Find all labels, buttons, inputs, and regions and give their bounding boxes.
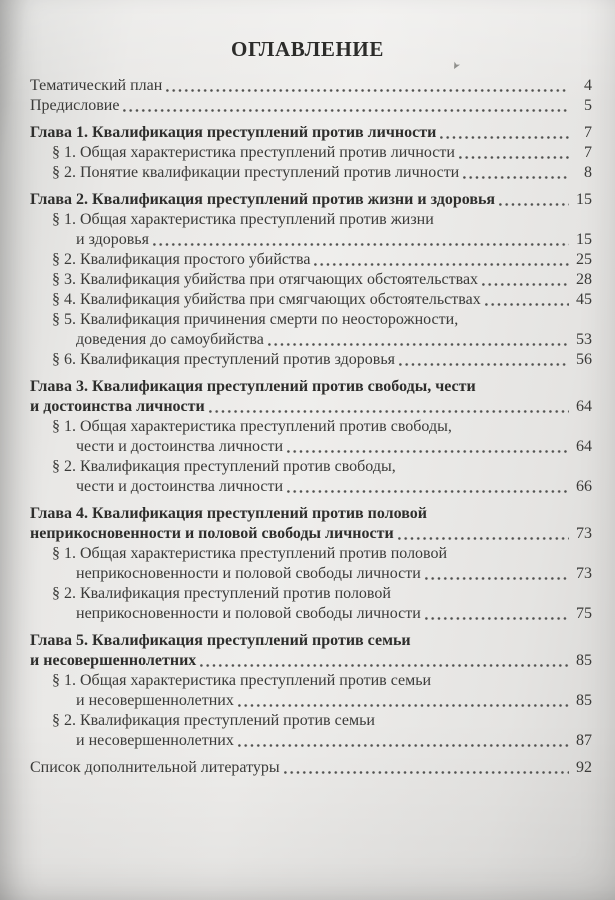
toc-entry — [30, 190, 592, 210]
dot-leader — [399, 362, 569, 367]
page-number: 85 — [576, 652, 592, 669]
toc-entry — [30, 504, 592, 544]
page-title: ОГЛАВЛЕНИЕ — [231, 37, 384, 61]
toc-entry-line — [30, 76, 592, 96]
toc-entry-line — [30, 631, 592, 651]
toc-entry-line — [30, 731, 592, 751]
page-number: 87 — [576, 732, 592, 749]
toc-entry — [30, 96, 592, 116]
toc-entry-line — [30, 564, 592, 584]
dot-leader — [499, 202, 569, 207]
toc-entry — [30, 584, 592, 624]
toc-entry-text: § 2. Понятие квалификации преступлений против личности — [52, 164, 460, 181]
toc-entry-line — [30, 210, 592, 230]
toc-entry-line — [30, 604, 592, 624]
page-number: 66 — [576, 478, 592, 495]
toc-entry-line — [30, 758, 592, 778]
toc-entry — [30, 544, 592, 584]
page-number: 85 — [576, 692, 592, 709]
pen-mark-icon: ➤ — [448, 59, 463, 72]
toc-entry-line — [30, 230, 592, 250]
toc-entry-line — [30, 691, 592, 711]
toc-entry-text: Список дополнительной литературы — [30, 759, 280, 776]
dot-leader — [463, 175, 569, 180]
toc-entry — [30, 671, 592, 711]
page-number: 7 — [584, 144, 592, 161]
page-number: 45 — [576, 291, 592, 308]
page-number: 75 — [576, 605, 592, 622]
toc-entry — [30, 350, 592, 370]
dot-leader — [440, 135, 569, 140]
dot-leader — [482, 282, 569, 287]
toc-entry-text: доведения до самоубийства — [76, 331, 264, 348]
toc-entry-text: § 1. Общая характеристика преступлений против свободы, — [52, 418, 452, 435]
toc-entry-text: Глава 4. Квалификация преступлений против половой — [30, 505, 428, 522]
toc-entry-text: Глава 5. Квалификация преступлений против семьи — [30, 632, 411, 649]
toc-entry-line — [30, 350, 592, 370]
toc-entry-text: § 1. Общая характеристика преступлений против семьи — [52, 672, 432, 689]
dot-leader — [238, 703, 569, 708]
toc-entry — [30, 163, 592, 183]
toc-entry-line — [30, 290, 592, 310]
toc-entry-line — [30, 584, 592, 604]
toc-entry — [30, 631, 592, 671]
toc-entry-text: § 2. Квалификация преступлений против свободы, — [52, 458, 396, 475]
page-number: 73 — [576, 565, 592, 582]
dot-leader — [287, 449, 569, 454]
toc-entry-text: неприкосновенности и половой свободы личности — [76, 605, 421, 622]
toc-entry — [30, 290, 592, 310]
toc-entry-text: § 1. Общая характеристика преступлений против жизни — [52, 211, 434, 228]
dot-leader — [209, 409, 569, 414]
toc-entry — [30, 270, 592, 290]
toc-entry-text: § 3. Квалификация убийства при отягчающих обстоятельствах — [52, 271, 479, 288]
toc-entry — [30, 711, 592, 751]
toc-entry-line — [30, 417, 592, 437]
toc-entry-line — [30, 671, 592, 691]
toc-entry-line — [30, 524, 592, 544]
toc-entry-text: § 1. Общая характеристика преступлений против половой — [52, 545, 448, 562]
toc-entry-text: чести и достоинства личности — [76, 438, 284, 455]
toc-entry-line — [30, 651, 592, 671]
toc-entry-line — [30, 163, 592, 183]
page-number: 15 — [576, 231, 592, 248]
toc-entry-text: и несовершеннолетних — [76, 692, 234, 709]
toc-entry-line — [30, 477, 592, 497]
toc-entry-line — [30, 544, 592, 564]
toc-entry-line — [30, 96, 592, 116]
toc-entry-line — [30, 250, 592, 270]
toc-entry — [30, 310, 592, 350]
toc-entry-text: Глава 2. Квалификация преступлений против жизни и здоровья — [30, 191, 496, 208]
toc-entry-text: § 5. Квалификация причинения смерти по неосторожности, — [52, 311, 459, 328]
page-number: 64 — [576, 438, 592, 455]
toc-entry-text: и достоинства личности — [30, 398, 205, 415]
toc-entry-text: и несовершеннолетних — [30, 652, 197, 669]
toc-entry-line — [30, 123, 592, 143]
page-number: 7 — [584, 124, 592, 141]
page-number: 15 — [576, 191, 592, 208]
page-number: 25 — [576, 251, 592, 268]
toc-entry-line — [30, 711, 592, 731]
toc-entry-line — [30, 397, 592, 417]
toc-entry-text: неприкосновенности и половой свободы личности — [76, 565, 421, 582]
page-number: 73 — [576, 525, 592, 542]
toc-entry — [30, 76, 592, 96]
toc-entry-text: Тематический план — [30, 77, 163, 94]
toc-entry-text: § 4. Квалификация убийства при смягчающих обстоятельствах — [52, 291, 481, 308]
dot-leader — [284, 770, 569, 775]
dot-leader — [153, 242, 569, 247]
toc-entry-line — [30, 330, 592, 350]
toc-entry-text: неприкосновенности и половой свободы личности — [30, 525, 394, 542]
toc-entry-text: § 2. Квалификация преступлений против половой — [52, 585, 391, 602]
toc-entry — [30, 143, 592, 163]
dot-leader — [268, 342, 569, 347]
toc-entry — [30, 250, 592, 270]
dot-leader — [398, 536, 569, 541]
toc-entry — [30, 123, 592, 143]
toc-entry-text: § 6. Квалификация преступлений против здоровья — [52, 351, 395, 368]
toc-entry — [30, 417, 592, 457]
dot-leader — [485, 302, 569, 307]
toc-entry-line — [30, 143, 592, 163]
toc-entry-line — [30, 190, 592, 210]
dot-leader — [425, 576, 569, 581]
toc-entry — [30, 377, 592, 417]
toc-entry-line — [30, 310, 592, 330]
page-number: 92 — [576, 759, 592, 776]
toc-entry-line — [30, 504, 592, 524]
dot-leader — [425, 616, 569, 621]
page-number: 53 — [576, 331, 592, 348]
page-number: 4 — [584, 77, 592, 94]
toc-entry-text: Предисловие — [30, 97, 120, 114]
page-number: 8 — [584, 164, 592, 181]
toc-entry-text: § 2. Квалификация преступлений против семьи — [52, 712, 375, 729]
toc-entry-line — [30, 457, 592, 477]
dot-leader — [200, 663, 569, 668]
toc-entry-text: и несовершеннолетних — [76, 732, 234, 749]
toc-entry-text: Глава 3. Квалификация преступлений против свободы, чести — [30, 378, 476, 395]
toc-entry — [30, 758, 592, 778]
toc-entry — [30, 210, 592, 250]
page-number: 5 — [584, 97, 592, 114]
toc-entry-text: чести и достоинства личности — [76, 478, 284, 495]
page-number: 64 — [576, 398, 592, 415]
dot-leader — [314, 262, 569, 267]
toc-entry-text: § 2. Квалификация простого убийства — [52, 251, 311, 268]
dot-leader — [287, 489, 569, 494]
toc-entry-text: § 1. Общая характеристика преступлений против личности — [52, 144, 455, 161]
page-number: 56 — [576, 351, 592, 368]
toc-entry-text: Глава 1. Квалификация преступлений против личности — [30, 124, 437, 141]
toc-entry — [30, 457, 592, 497]
toc-entry-text: и здоровья — [76, 231, 149, 248]
dot-leader — [238, 743, 569, 748]
toc-entry-line — [30, 437, 592, 457]
table-of-contents — [0, 62, 615, 778]
dot-leader — [459, 155, 569, 160]
dot-leader — [123, 108, 569, 113]
dot-leader — [166, 88, 569, 93]
toc-entry-line — [30, 270, 592, 290]
page-number: 28 — [576, 271, 592, 288]
toc-entry-line — [30, 377, 592, 397]
